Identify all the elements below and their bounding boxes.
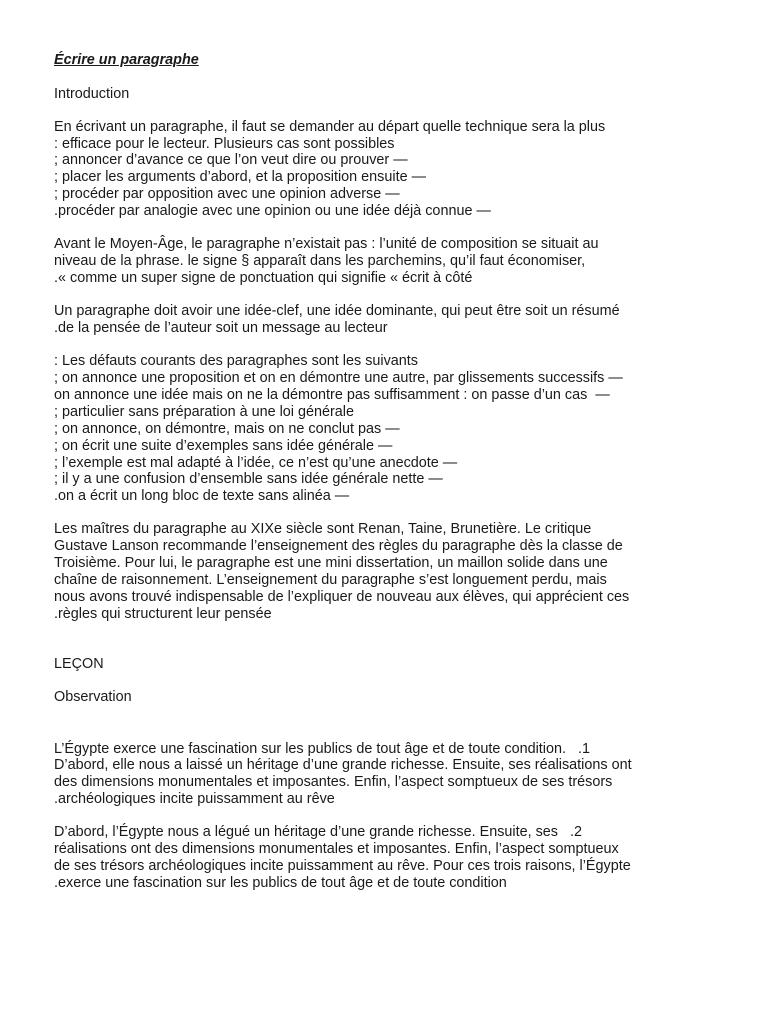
text-line: on annonce une idée mais on ne la démontre pas suffisamment : on passe d’un cas —	[54, 387, 610, 403]
heading-observation: Observation	[54, 689, 132, 705]
text-line: D’abord, l’Égypte nous a légué un héritage d’une grande richesse. Ensuite, ses .2	[54, 824, 582, 840]
text-line: ; particulier sans préparation à une loi générale	[54, 404, 354, 420]
text-line: Troisième. Pour lui, le paragraphe est une mini dissertation, un maillon solide dans une	[54, 555, 608, 571]
text-line: Un paragraphe doit avoir une idée-clef, une idée dominante, qui peut être soit un résumé	[54, 303, 620, 319]
text-line: Gustave Lanson recommande l’enseignement des règles du paragraphe dès la classe de	[54, 538, 623, 554]
heading-introduction: Introduction	[54, 86, 130, 102]
text-line: ; il y a une confusion d’ensemble sans idée générale nette —	[54, 471, 443, 487]
heading-lecon: LEÇON	[54, 656, 104, 672]
text-line: .de la pensée de l’auteur soit un message au lecteur	[54, 320, 388, 336]
text-line: ; on écrit une suite d’exemples sans idée générale —	[54, 438, 393, 454]
text-line: .« comme un super signe de ponctuation qui signifie « écrit à côté	[54, 270, 473, 286]
text-line: ; on annonce une proposition et on en démontre une autre, par glissements successifs —	[54, 370, 623, 386]
document-title: Écrire un paragraphe	[54, 52, 199, 68]
text-line: Les maîtres du paragraphe au XIXe siècle sont Renan, Taine, Brunetière. Le critique	[54, 521, 592, 537]
text-line: .procéder par analogie avec une opinion ou une idée déjà connue —	[54, 203, 491, 219]
text-line: L’Égypte exerce une fascination sur les publics de tout âge et de toute condition. .1	[54, 741, 591, 757]
text-line: ; procéder par opposition avec une opinion adverse —	[54, 186, 400, 202]
text-line: D’abord, elle nous a laissé un héritage d’une grande richesse. Ensuite, ses réalisations ont	[54, 757, 632, 773]
text-line: chaîne de raisonnement. L’enseignement du paragraphe s’est longuement perdu, mais	[54, 572, 607, 588]
text-line: En écrivant un paragraphe, il faut se demander au départ quelle technique sera la plus	[54, 119, 606, 135]
text-line: ; l’exemple est mal adapté à l’idée, ce n’est qu’une anecdote —	[54, 455, 458, 471]
text-line: de ses trésors archéologiques incite puissamment au rêve. Pour ces trois raisons, l’Égypte	[54, 858, 631, 874]
text-line: nous avons trouvé indispensable de l’expliquer de nouveau aux élèves, qui apprécient ces	[54, 589, 630, 605]
text-line: .règles qui structurent leur pensée	[54, 606, 272, 622]
text-line: : efficace pour le lecteur. Plusieurs cas sont possibles	[54, 136, 395, 152]
text-line: ; on annonce, on démontre, mais on ne conclut pas —	[54, 421, 400, 437]
text-line: .archéologiques incite puissamment au rêve	[54, 791, 335, 807]
text-line: niveau de la phrase. le signe § apparaît dans les parchemins, qu’il faut économiser,	[54, 253, 586, 269]
text-line: ; placer les arguments d’abord, et la proposition ensuite —	[54, 169, 426, 185]
text-line: Avant le Moyen-Âge, le paragraphe n’existait pas : l’unité de composition se situait au	[54, 236, 599, 252]
text-line: .on a écrit un long bloc de texte sans alinéa —	[54, 488, 350, 504]
text-line: : Les défauts courants des paragraphes sont les suivants	[54, 353, 418, 369]
text-line: .exerce une fascination sur les publics de tout âge et de toute condition	[54, 875, 507, 891]
text-line: ; annoncer d’avance ce que l’on veut dire ou prouver —	[54, 152, 408, 168]
text-line: des dimensions monumentales et imposantes. Enfin, l’aspect somptueux de ses trésors	[54, 774, 613, 790]
text-line: réalisations ont des dimensions monumentales et imposantes. Enfin, l’aspect somptueux	[54, 841, 619, 857]
